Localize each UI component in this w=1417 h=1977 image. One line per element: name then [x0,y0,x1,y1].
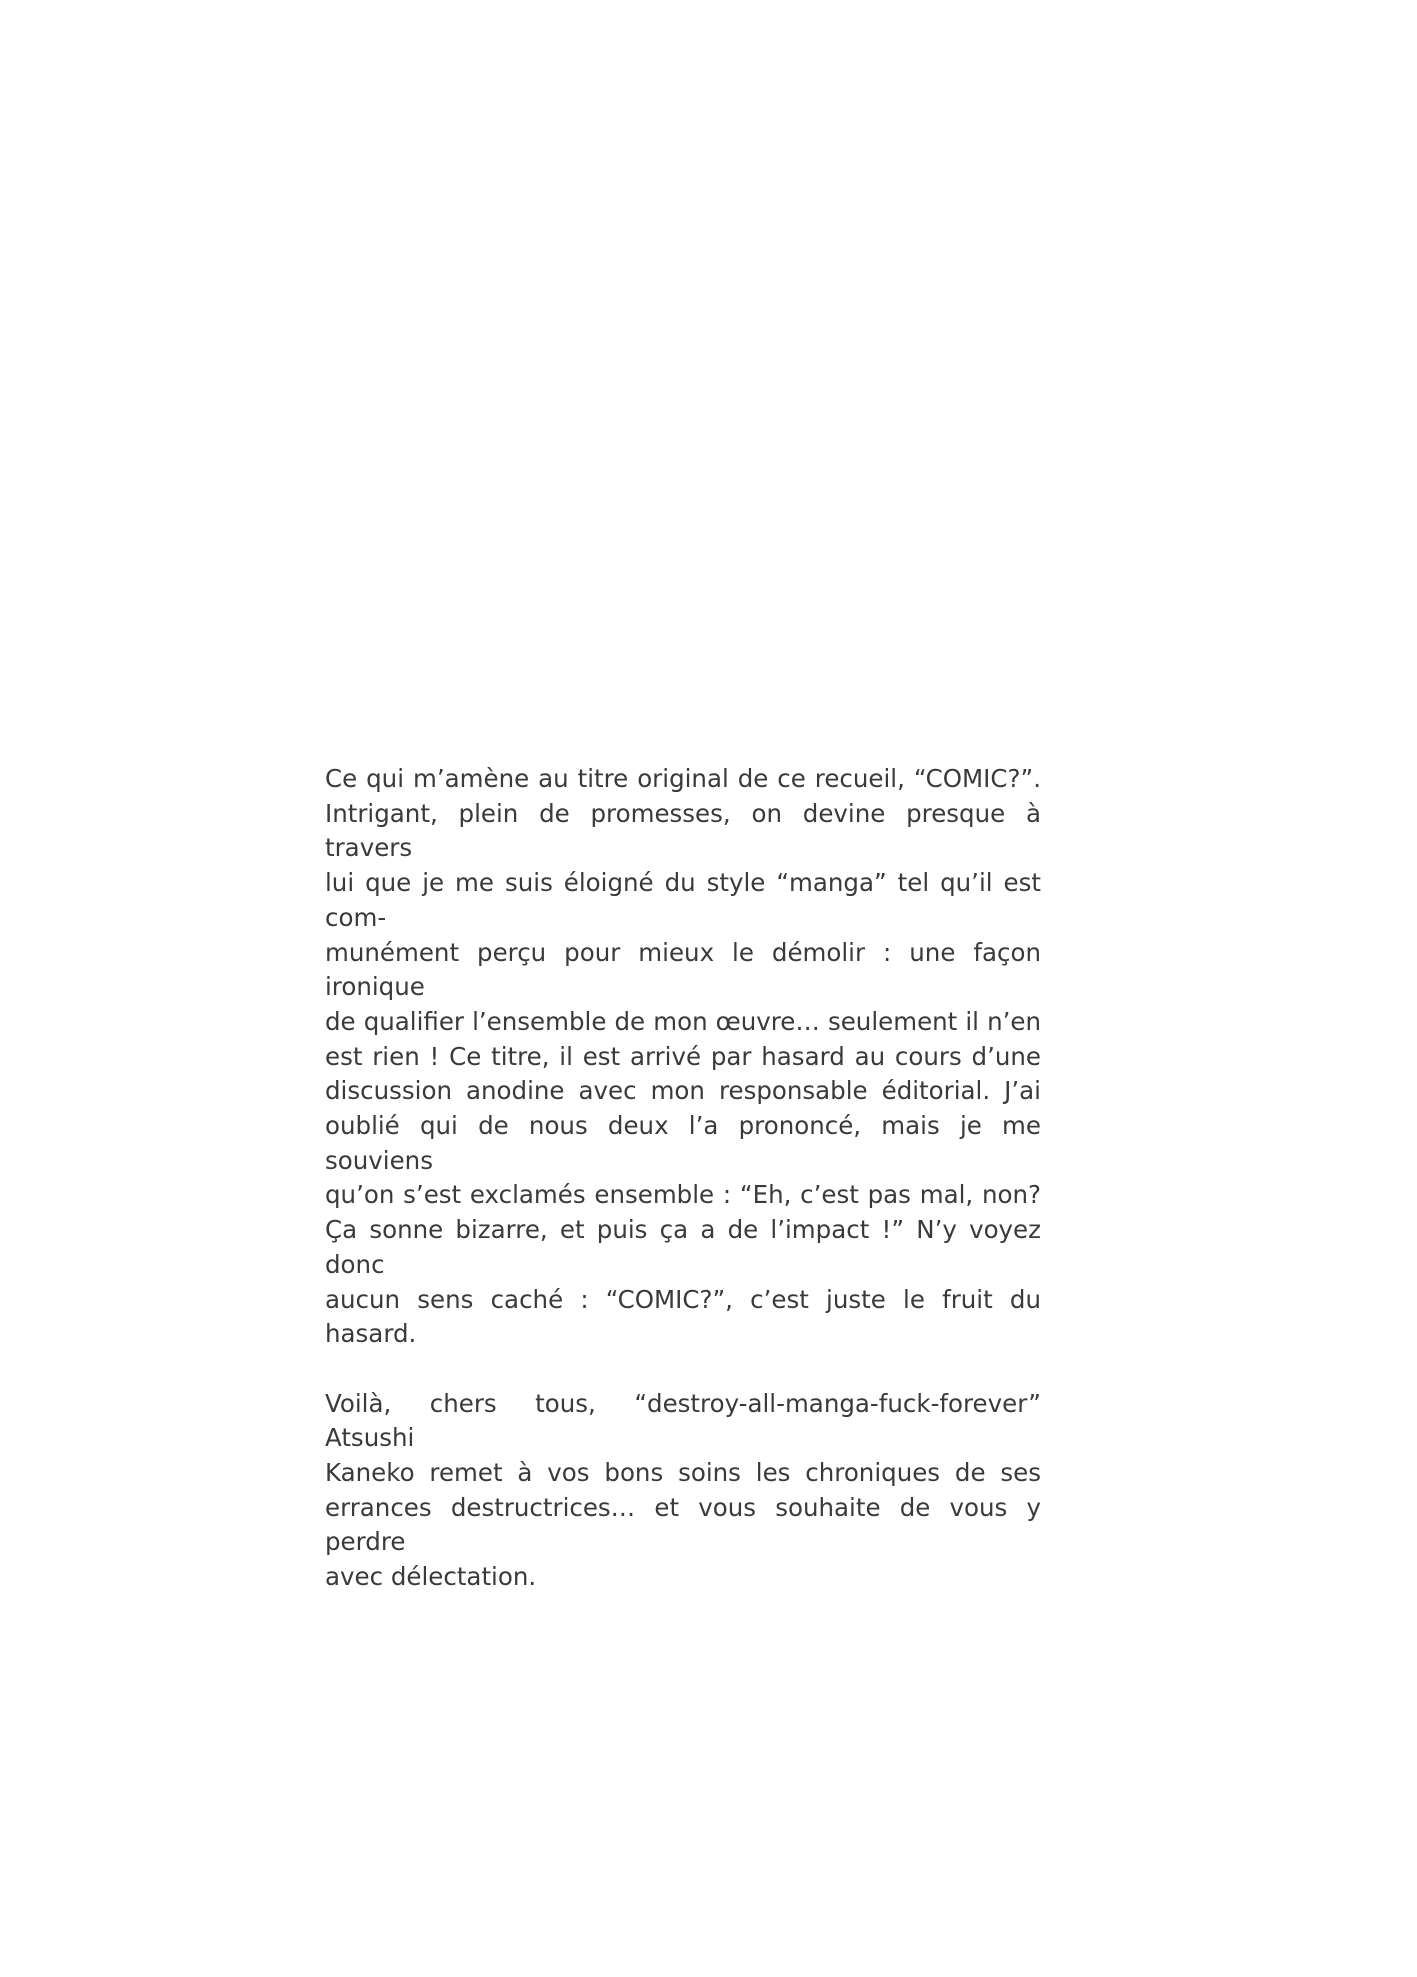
text-block [325,762,1041,1595]
paragraph-1-line-8: oublié qui de nous deux l’a prononcé, mais je me souviens [325,1111,1041,1175]
paragraph-1-line-2: Intrigant, plein de promesses, on devine presque à travers [325,798,1041,863]
paragraph-2 [325,1387,1041,1595]
paragraph-1-line-5: de qualifier l’ensemble de mon œuvre… seulement il n’en [325,1006,1041,1036]
paragraph-2-line-4: avec délectation. [325,1562,537,1592]
paragraph-1-line-7: discussion anodine avec mon responsable éditorial. J’ai [325,1076,1041,1106]
paragraph-1-line-6: est rien ! Ce titre, il est arrivé par hasard au cours d’une [325,1041,1041,1071]
paragraph-1-line-9: qu’on s’est exclamés ensemble : “Eh, c’est pas mal, non? [325,1180,1041,1210]
paragraph-1-line-10: Ça sonne bizarre, et puis ça a de l’impact !” N’y voyez donc [325,1215,1041,1279]
paragraph-1 [325,762,1041,1352]
paragraph-2-line-2: Kaneko remet à vos bons soins les chroniques de ses [325,1458,1041,1488]
paragraph-1-line-11: aucun sens caché : “COMIC?”, c’est juste le fruit du hasard. [325,1284,1041,1349]
paragraph-2-line-1: Voilà, chers tous, “destroy-all-manga-fuck-forever” Atsushi [325,1388,1041,1453]
paragraph-1-line-1: Ce qui m’amène au titre original de ce recueil, “COMIC?”. [325,764,1041,793]
paragraph-2-line-3: errances destructrices… et vous souhaite de vous y perdre [325,1492,1041,1557]
paragraph-gap [325,1352,1041,1387]
paragraph-1-line-4: munément perçu pour mieux le démolir : une façon ironique [325,937,1041,1002]
paragraph-1-line-3: lui que je me suis éloigné du style “manga” tel qu’il est com- [325,868,1041,932]
